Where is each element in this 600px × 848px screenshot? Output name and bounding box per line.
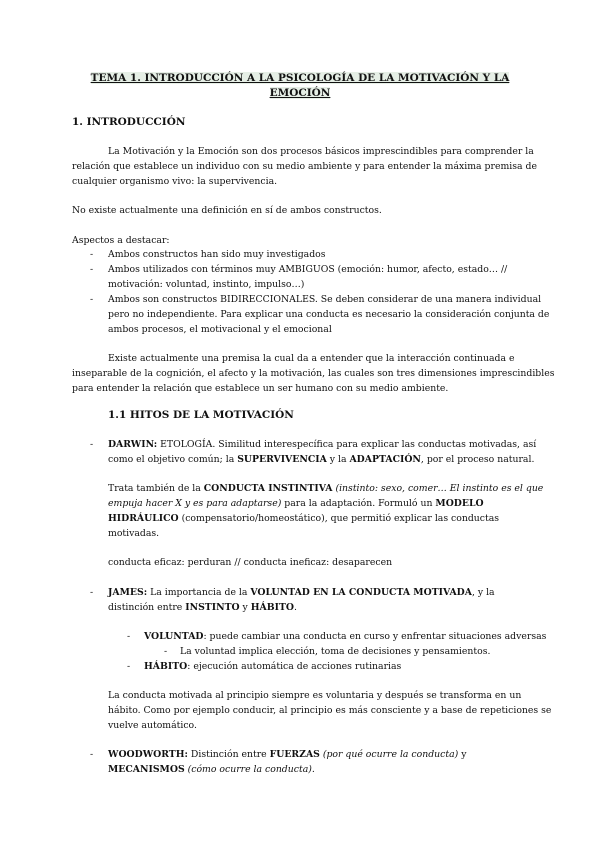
james-paragraph-line: La conducta motivada al principio siempre es voluntaria y después se transforma en un [108, 690, 522, 701]
darwin-keyword: ADAPTACIÓN [349, 454, 421, 465]
james-text: , y la [471, 587, 495, 598]
darwin-text: como el objetivo común; la [108, 454, 238, 465]
darwin-line [108, 512, 499, 526]
bullet-dash: - [90, 264, 94, 275]
james-text: distinción entre [108, 602, 186, 613]
darwin-text: (compensatorio/homeostático), que permitió explicar las conductas [178, 513, 500, 524]
premisa-paragraph-line: inseparable de la cognición, el afecto y la motivación, las cuales son tres dimensiones imprescindibles [72, 368, 555, 379]
habito-line [144, 660, 401, 674]
darwin-line [108, 453, 534, 467]
bullet-dash: - [90, 249, 94, 260]
darwin-line [108, 482, 543, 496]
woodworth-text: y [458, 749, 467, 760]
darwin-text: para la adaptación. Formuló un [281, 498, 436, 509]
darwin-text: ETOLOGÍA. Similitud interespecífica para explicar las conductas motivadas, así [157, 439, 537, 450]
intro-paragraph-line: La Motivación y la Emoción son dos procesos básicos imprescindibles para comprender la [108, 146, 534, 157]
bullet-dash: - [90, 294, 94, 305]
james-line [108, 601, 297, 615]
darwin-text: Trata también de la [108, 483, 204, 494]
james-text: La importancia de la [147, 587, 251, 598]
bullet-dash: - [127, 661, 131, 672]
woodworth-line [108, 763, 315, 777]
darwin-keyword: MODELO [435, 498, 484, 509]
darwin-text: , por el proceso natural. [420, 454, 535, 465]
bullet-item: motivación: voluntad, instinto, impulso…) [108, 279, 305, 290]
voluntad-label: VOLUNTAD [144, 631, 204, 642]
darwin-keyword: HIDRÁULICO [108, 513, 179, 524]
bullet-item: ambos procesos, el motivacional y el emocional [108, 324, 332, 335]
darwin-line [108, 438, 536, 452]
james-paragraph-line: vuelve automático. [108, 720, 197, 731]
woodworth-text: . [311, 764, 315, 775]
aspects-label: Aspectos a destacar: [72, 235, 170, 246]
darwin-line [108, 497, 484, 511]
habito-text: : ejecución automática de acciones rutinarias [187, 661, 402, 672]
bullet-dash: - [90, 587, 94, 598]
bullet-item: Ambos utilizados con términos muy AMBIGUOS (emoción: humor, afecto, estado… // [108, 264, 508, 275]
woodworth-name: WOODWORTH: [108, 749, 188, 760]
woodworth-italic: (cómo ocurre la conducta) [184, 764, 312, 775]
darwin-italic: (instinto: sexo, comer… El instinto es el que [332, 483, 544, 494]
bullet-item: Ambos son constructos BIDIRECCIONALES. Se deben considerar de una manera individual [108, 294, 542, 305]
voluntad-line [144, 630, 546, 644]
bullet-dash: - [90, 439, 94, 450]
intro-paragraph-line: relación que establece un individuo con su medio ambiente y para entender la máxima premisa de [72, 161, 537, 172]
james-keyword: VOLUNTAD EN LA CONDUCTA MOTIVADA [250, 587, 472, 598]
james-paragraph-line: hábito. Como por ejemplo conducir, al principio es más consciente y a base de repeticiones se [108, 705, 552, 716]
darwin-keyword: CONDUCTA INSTINTIVA [203, 483, 333, 494]
voluntad-sub-line: La voluntad implica elección, toma de decisiones y pensamientos. [180, 646, 491, 657]
james-text: y [239, 602, 251, 613]
woodworth-keyword: MECANISMOS [108, 764, 185, 775]
james-keyword: HÁBITO [250, 602, 294, 613]
james-text: . [294, 602, 297, 613]
woodworth-keyword: FUERZAS [269, 749, 320, 760]
premisa-paragraph-line: para entender la relación que establece un ser humano con su medio ambiente. [72, 383, 449, 394]
document-title: TEMA 1. INTRODUCCIÓN A LA PSICOLOGÍA DE LA MOTIVACIÓN Y LA EMOCIÓN [90, 72, 510, 99]
woodworth-text: Distinción entre [187, 749, 270, 760]
section-heading-hitos: 1.1 HITOS DE LA MOTIVACIÓN [108, 409, 294, 421]
darwin-text: y la [326, 454, 350, 465]
james-line [108, 586, 495, 600]
woodworth-italic: (por qué ocurre la conducta) [319, 749, 459, 760]
habito-label: HÁBITO [144, 661, 188, 672]
section-heading-introduccion: 1. INTRODUCCIÓN [72, 116, 186, 128]
darwin-name: DARWIN: [108, 439, 158, 450]
premisa-paragraph-line: Existe actualmente una premisa la cual da a entender que la interacción continuada e [108, 353, 515, 364]
james-keyword: INSTINTO [185, 602, 240, 613]
bullet-item: pero no independiente. Para explicar una conducta es necesario la consideración conjunta de [108, 309, 550, 320]
darwin-line: motivadas. [108, 528, 160, 539]
bullet-dash: - [164, 646, 168, 657]
definition-paragraph: No existe actualmente una definición en sí de ambos constructos. [72, 205, 382, 216]
bullet-dash: - [127, 631, 131, 642]
bullet-dash: - [90, 749, 94, 760]
darwin-conducta-line: conducta eficaz: perduran // conducta ineficaz: desaparecen [108, 557, 393, 568]
woodworth-line [108, 748, 466, 762]
bullet-item: Ambos constructos han sido muy investigados [108, 249, 326, 260]
intro-paragraph-line: cualquier organismo vivo: la supervivencia. [72, 176, 278, 187]
darwin-italic: empuja hacer X y es para adaptarse) [108, 498, 282, 509]
darwin-keyword: SUPERVIVENCIA [237, 454, 327, 465]
voluntad-text: : puede cambiar una conducta en curso y enfrentar situaciones adversas [203, 631, 547, 642]
james-name: JAMES: [108, 587, 148, 598]
